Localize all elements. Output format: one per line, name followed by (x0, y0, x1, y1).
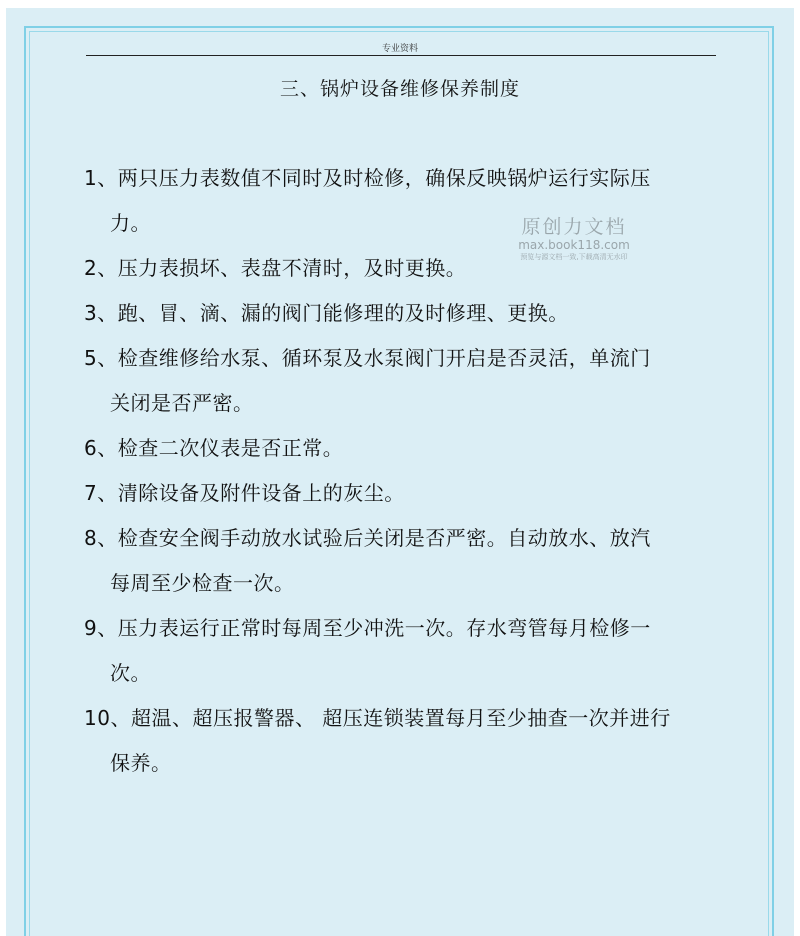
document-title: 三、锅炉设备维修保养制度 (279, 78, 520, 100)
item-text-line2: 保养。 (110, 751, 172, 775)
item-text-line1: 6、检查二次仪表是否正常。 (84, 436, 344, 460)
watermark-subtitle: 预览与源文档一致,下载高清无水印 (520, 253, 628, 261)
list-item (84, 291, 704, 336)
item-text-line2: 次。 (110, 661, 151, 685)
item-text-line1: 9、压力表运行正常时每周至少冲洗一次。存水弯管每月检修一 (84, 616, 651, 640)
watermark (510, 216, 638, 262)
list-item (84, 606, 704, 696)
watermark-url: max.book118.com (518, 238, 630, 252)
list-item (84, 426, 704, 471)
item-text-line1: 10、超温、超压报警器、 超压连锁装置每月至少抽查一次并进行 (84, 706, 671, 730)
list-item (84, 516, 704, 606)
watermark-title: 原创力文档 (521, 216, 627, 238)
page-header-label: 专业资料 (381, 44, 418, 54)
item-text-line2: 每周至少检查一次。 (110, 571, 295, 595)
item-text-line1: 2、压力表损坏、表盘不清时，及时更换。 (84, 256, 467, 280)
item-text-line2: 关闭是否严密。 (110, 391, 254, 415)
item-text-line1: 1、两只压力表数值不同时及时检修，确保反映锅炉运行实际压 (84, 166, 651, 190)
item-text-line2: 力。 (110, 211, 151, 235)
item-text-line1: 5、检查维修给水泵、循环泵及水泵阀门开启是否灵活，单流门 (84, 346, 651, 370)
list-item (84, 336, 704, 426)
item-text-line1: 3、跑、冒、滴、漏的阀门能修理的及时修理、更换。 (84, 301, 569, 325)
item-text-line1: 7、清除设备及附件设备上的灰尘。 (84, 481, 405, 505)
list-item (84, 471, 704, 516)
list-item (84, 696, 704, 786)
header-divider (86, 55, 716, 56)
item-text-line1: 8、检查安全阀手动放水试验后关闭是否严密。自动放水、放汽 (84, 526, 651, 550)
